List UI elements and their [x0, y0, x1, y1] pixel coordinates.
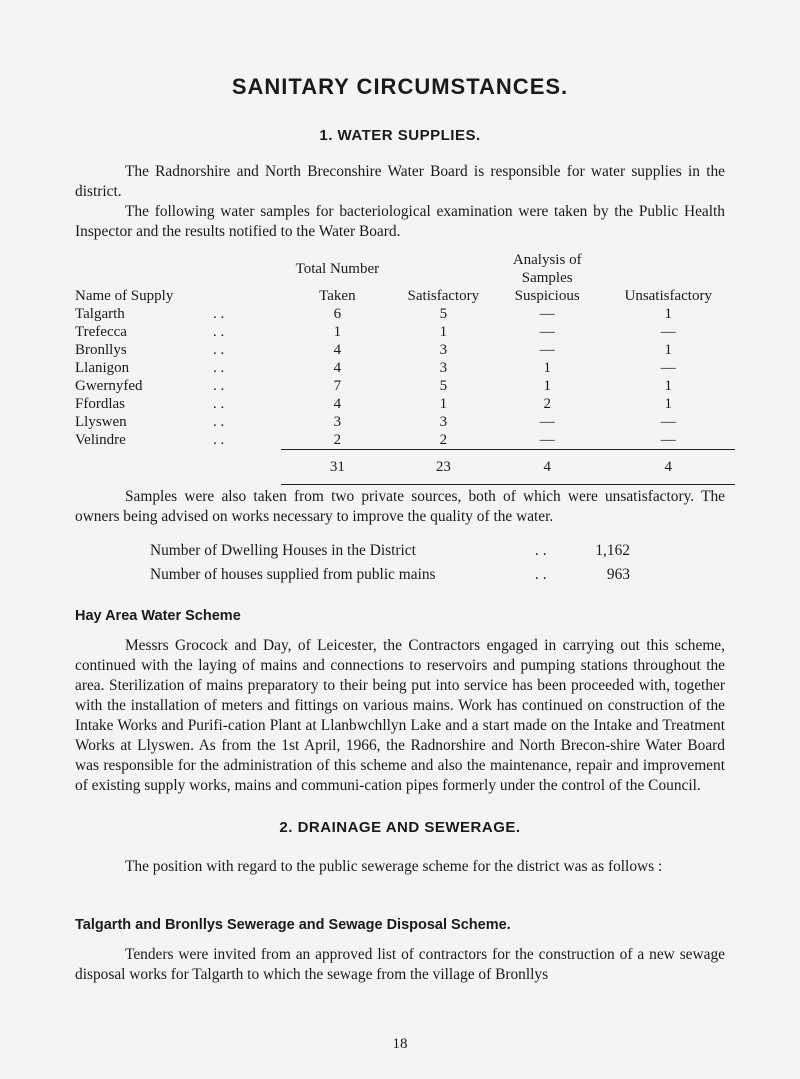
cell-satisfactory: 3	[439, 342, 448, 358]
col-satisfactory: Satisfactory	[407, 288, 480, 304]
private-sources-text	[75, 487, 725, 527]
cell-suspicious: —	[539, 324, 555, 340]
total-unsatisfactory: 4	[601, 450, 735, 485]
cell-taken: 4	[333, 396, 342, 412]
private-sources-para: Samples were also taken from two private sources, both of which were unsatisfactory. The owners being advised on works necessary to improve the quality of the water.	[75, 488, 725, 525]
hay-scheme-text	[75, 636, 725, 796]
cell-unsatisfactory: —	[660, 432, 676, 448]
cell-taken: 3	[333, 414, 342, 430]
table-row	[75, 413, 735, 431]
cell-satisfactory: 3	[439, 360, 448, 376]
leader-dots: . .	[213, 324, 225, 340]
cell-suspicious: 1	[543, 360, 551, 376]
total-satisfactory: 23	[394, 450, 493, 485]
leader-dots: . .	[535, 566, 547, 583]
cell-unsatisfactory: —	[660, 324, 676, 340]
cell-suspicious: —	[539, 342, 555, 358]
cell-satisfactory: 1	[439, 324, 448, 340]
cell-suspicious: —	[539, 432, 555, 448]
cell-unsatisfactory: 1	[664, 342, 672, 358]
table-row	[75, 305, 735, 323]
cell-satisfactory: 3	[439, 414, 448, 430]
col-suspicious: Suspicious	[514, 288, 580, 304]
talgarth-scheme-text	[75, 945, 725, 985]
col-name-of-supply: Name of Supply	[75, 288, 174, 304]
cell-taken: 4	[333, 360, 342, 376]
supply-name: Gwernyfed	[75, 378, 143, 394]
table-row	[75, 359, 735, 377]
talgarth-scheme-heading: Talgarth and Bronllys Sewerage and Sewage Disposal Scheme.	[75, 917, 511, 933]
cell-taken: 2	[333, 432, 342, 448]
drainage-intro	[75, 857, 725, 877]
table-row	[75, 431, 735, 450]
col-taken: Taken	[319, 288, 356, 304]
header-total-number: Total Number	[295, 261, 380, 277]
cell-taken: 6	[333, 306, 342, 322]
drainage-heading: 2. DRAINAGE AND SEWERAGE.	[279, 819, 521, 836]
water-intro-para-1: The Radnorshire and North Breconshire Water Board is responsible for water supplies in the district.	[75, 163, 725, 200]
total-suspicious: 4	[493, 450, 602, 485]
dwelling-label: Number of Dwelling Houses in the District	[150, 542, 416, 559]
hay-scheme-heading: Hay Area Water Scheme	[75, 608, 241, 624]
supply-name: Velindre	[75, 432, 126, 449]
leader-dots: . .	[213, 306, 225, 322]
table-row	[75, 395, 735, 413]
drainage-intro-para: The position with regard to the public sewerage scheme for the district was as follows :	[125, 858, 663, 875]
leader-dots: . .	[213, 360, 225, 376]
cell-taken: 7	[333, 378, 342, 394]
table-row	[75, 377, 735, 395]
water-intro	[75, 162, 725, 242]
supply-name: Llanigon	[75, 360, 130, 376]
cell-suspicious: 2	[543, 396, 551, 412]
page-title: SANITARY CIRCUMSTANCES.	[231, 74, 569, 99]
cell-satisfactory: 1	[439, 396, 448, 412]
cell-taken: 4	[333, 342, 342, 358]
cell-suspicious: —	[539, 306, 555, 322]
dwelling-value: 1,162	[595, 542, 630, 559]
totals-row	[75, 450, 735, 485]
col-unsatisfactory: Unsatisfactory	[624, 288, 712, 304]
water-supplies-heading: 1. WATER SUPPLIES.	[319, 127, 481, 144]
total-taken: 31	[281, 450, 394, 485]
water-samples-table	[75, 251, 735, 485]
header-analysis: Analysis of Samples	[512, 252, 582, 286]
cell-suspicious: 1	[543, 378, 551, 394]
talgarth-scheme-para: Tenders were invited from an approved list of contractors for the construction of a new sewage disposal works for Talgarth to which the sewage from the village of Bronllys	[75, 946, 725, 983]
cell-unsatisfactory: 1	[664, 378, 672, 394]
list-item	[150, 563, 650, 587]
dwelling-value: 963	[606, 566, 630, 583]
table-header-top	[75, 251, 735, 287]
page-number: 18	[392, 1036, 408, 1052]
leader-dots: . .	[213, 414, 225, 430]
cell-suspicious: —	[539, 414, 555, 430]
cell-satisfactory: 2	[439, 432, 448, 448]
table-header	[75, 287, 735, 305]
supply-name: Bronllys	[75, 342, 127, 358]
cell-satisfactory: 5	[439, 378, 448, 394]
supply-name: Ffordlas	[75, 396, 125, 412]
leader-dots: . .	[213, 432, 225, 449]
cell-unsatisfactory: 1	[664, 396, 672, 412]
cell-taken: 1	[333, 324, 342, 340]
cell-unsatisfactory: —	[660, 360, 676, 376]
supply-name: Llyswen	[75, 414, 127, 430]
supply-name: Trefecca	[75, 324, 127, 340]
list-item	[150, 539, 650, 563]
hay-scheme-para: Messrs Grocock and Day, of Leicester, the Contractors engaged in carrying out this scheme, continued with the laying of mains and connections to reservoirs and pumping stations throughout the area. Sterilization of mains preparatory to their being put into service has been proceeded with, together with the installation of meters and fittings on various mains. Work has continued on construction of the Intake Works and Purifi-cation Plant at Llanbwchllyn Lake and a start made on the Intake and Treatment Works at Llyswen. As from the 1st April, 1966, the Radnorshire and North Brecon-shire Water Board was responsible for the administration of this scheme and also the maintenance, repair and improvement of existing supply works, mains and communi-cation pipes formerly under the control of the Council.	[75, 637, 725, 794]
cell-satisfactory: 5	[439, 306, 448, 322]
leader-dots: . .	[213, 342, 225, 358]
supply-name: Talgarth	[75, 306, 125, 322]
table-row	[75, 323, 735, 341]
leader-dots: . .	[213, 378, 225, 394]
cell-unsatisfactory: —	[660, 414, 676, 430]
leader-dots: . .	[213, 396, 225, 412]
table-row	[75, 341, 735, 359]
dwelling-label: Number of houses supplied from public mains	[150, 566, 436, 583]
dwelling-stats	[150, 539, 650, 587]
water-intro-para-2: The following water samples for bacteriological examination were taken by the Public Health Inspector and the results notified to the Water Board.	[75, 203, 725, 240]
leader-dots: . .	[535, 542, 547, 559]
cell-unsatisfactory: 1	[664, 306, 672, 322]
